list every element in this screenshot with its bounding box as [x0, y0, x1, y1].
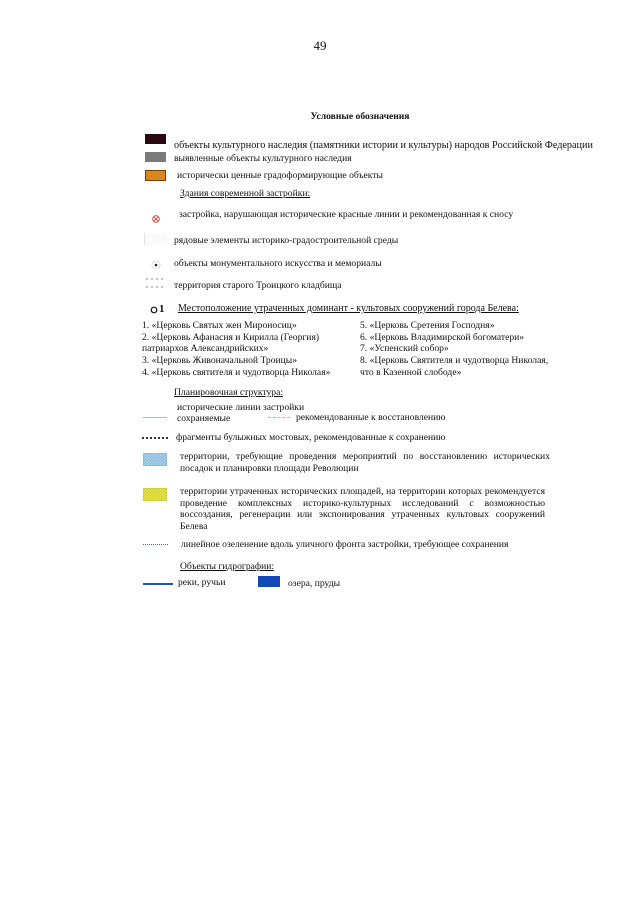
lost-squares-swatch	[143, 488, 167, 501]
hydrography-title: Объекты гидрографии:	[180, 561, 275, 572]
restore-line-swatch	[268, 417, 290, 418]
church-list-item: 4. «Церковь святителя и чудотворца Николая»	[142, 367, 331, 378]
church-list-item: 6. «Церковь Владимирской богоматери»	[360, 332, 525, 343]
greening-line-swatch	[143, 544, 168, 545]
row-elements-swatch	[144, 233, 167, 245]
paving-fragments-label: фрагменты булыжных мостовых, рекомендованные к сохранению	[176, 432, 446, 443]
river-line-swatch	[143, 583, 173, 585]
restoration-territory-label: территории, требующие проведения мероприятий по восстановлению исторических посадок и планировки площади Революции	[180, 451, 550, 474]
rivers-label: реки, ручьи	[178, 577, 226, 588]
church-list-item: 5. «Церковь Сретения Господня»	[360, 320, 495, 331]
linear-greening-label: линейное озеленение вдоль уличного фронта застройки, требующее сохранения	[181, 539, 509, 550]
church-list-item: 2. «Церковь Афанасия и Кирилла (Георгия)	[142, 332, 320, 343]
restoration-territory-swatch	[143, 453, 167, 466]
preserved-label: сохраняемые	[177, 413, 231, 424]
cemetery-swatch	[145, 276, 167, 288]
circled-x-icon	[152, 210, 160, 218]
violating-buildings-label: застройка, нарушающая исторические красные линии и рекомендованная к сносу	[179, 209, 514, 220]
church-list-item: 8. «Церковь Святителя и чудотворца Николая,	[360, 355, 549, 366]
circle-marker-icon	[150, 301, 158, 309]
federal-heritage-swatch	[145, 134, 166, 144]
dominant-marker-number: 1	[159, 303, 165, 315]
cemetery-label: территория старого Троицкого кладбища	[174, 280, 342, 291]
church-list-item: патриархов Александрийских»	[142, 343, 269, 354]
historic-lines-label: исторические линии застройки	[177, 402, 305, 413]
identified-heritage-label: выявленные объекты культурного наследия	[174, 153, 352, 164]
monumental-art-label: объекты монументального искусства и мемориалы	[174, 258, 382, 269]
church-list-item: 3. «Церковь Живоначальной Троицы»	[142, 355, 298, 366]
paving-swatch	[142, 437, 168, 439]
modern-buildings-title: Здания современной застройки:	[180, 188, 311, 199]
lakes-label: озера, пруды	[288, 578, 341, 589]
lost-squares-label: территории утраченных исторических площадей, на территории которых рекомендуется проведение комплексных историко-культурных исследований с возможностью воссоздания, регенерации или экспонирования утраченных культовых сооружений Белева	[180, 486, 545, 532]
legend-heading: Условные обозначения	[310, 111, 410, 122]
lake-swatch	[258, 576, 280, 587]
restore-recommended-label: рекомендованные к восстановлению	[296, 412, 446, 423]
row-elements-label: рядовые элементы историко-градостроительной среды	[174, 235, 399, 246]
church-list-item: 1. «Церковь Святых жен Мироносиц»	[142, 320, 297, 331]
church-list-item: 7. «Успенский собор»	[360, 343, 449, 354]
lost-dominants-title: Местоположение утраченных доминант - культовых сооружений города Белева:	[178, 303, 519, 314]
preserved-line-swatch	[143, 417, 167, 418]
dot-circle-icon	[151, 257, 161, 267]
identified-heritage-swatch	[145, 152, 166, 162]
federal-heritage-label: объекты культурного наследия (памятники истории и культуры) народов Российской Федерации	[174, 140, 593, 151]
historically-valuable-label: исторически ценные градоформирующие объекты	[177, 170, 383, 181]
planning-structure-title: Планировочная структура:	[174, 387, 284, 398]
historically-valuable-swatch	[145, 170, 166, 181]
page-number: 49	[313, 38, 327, 53]
church-list-item: что в Казенной слободе»	[360, 367, 462, 378]
